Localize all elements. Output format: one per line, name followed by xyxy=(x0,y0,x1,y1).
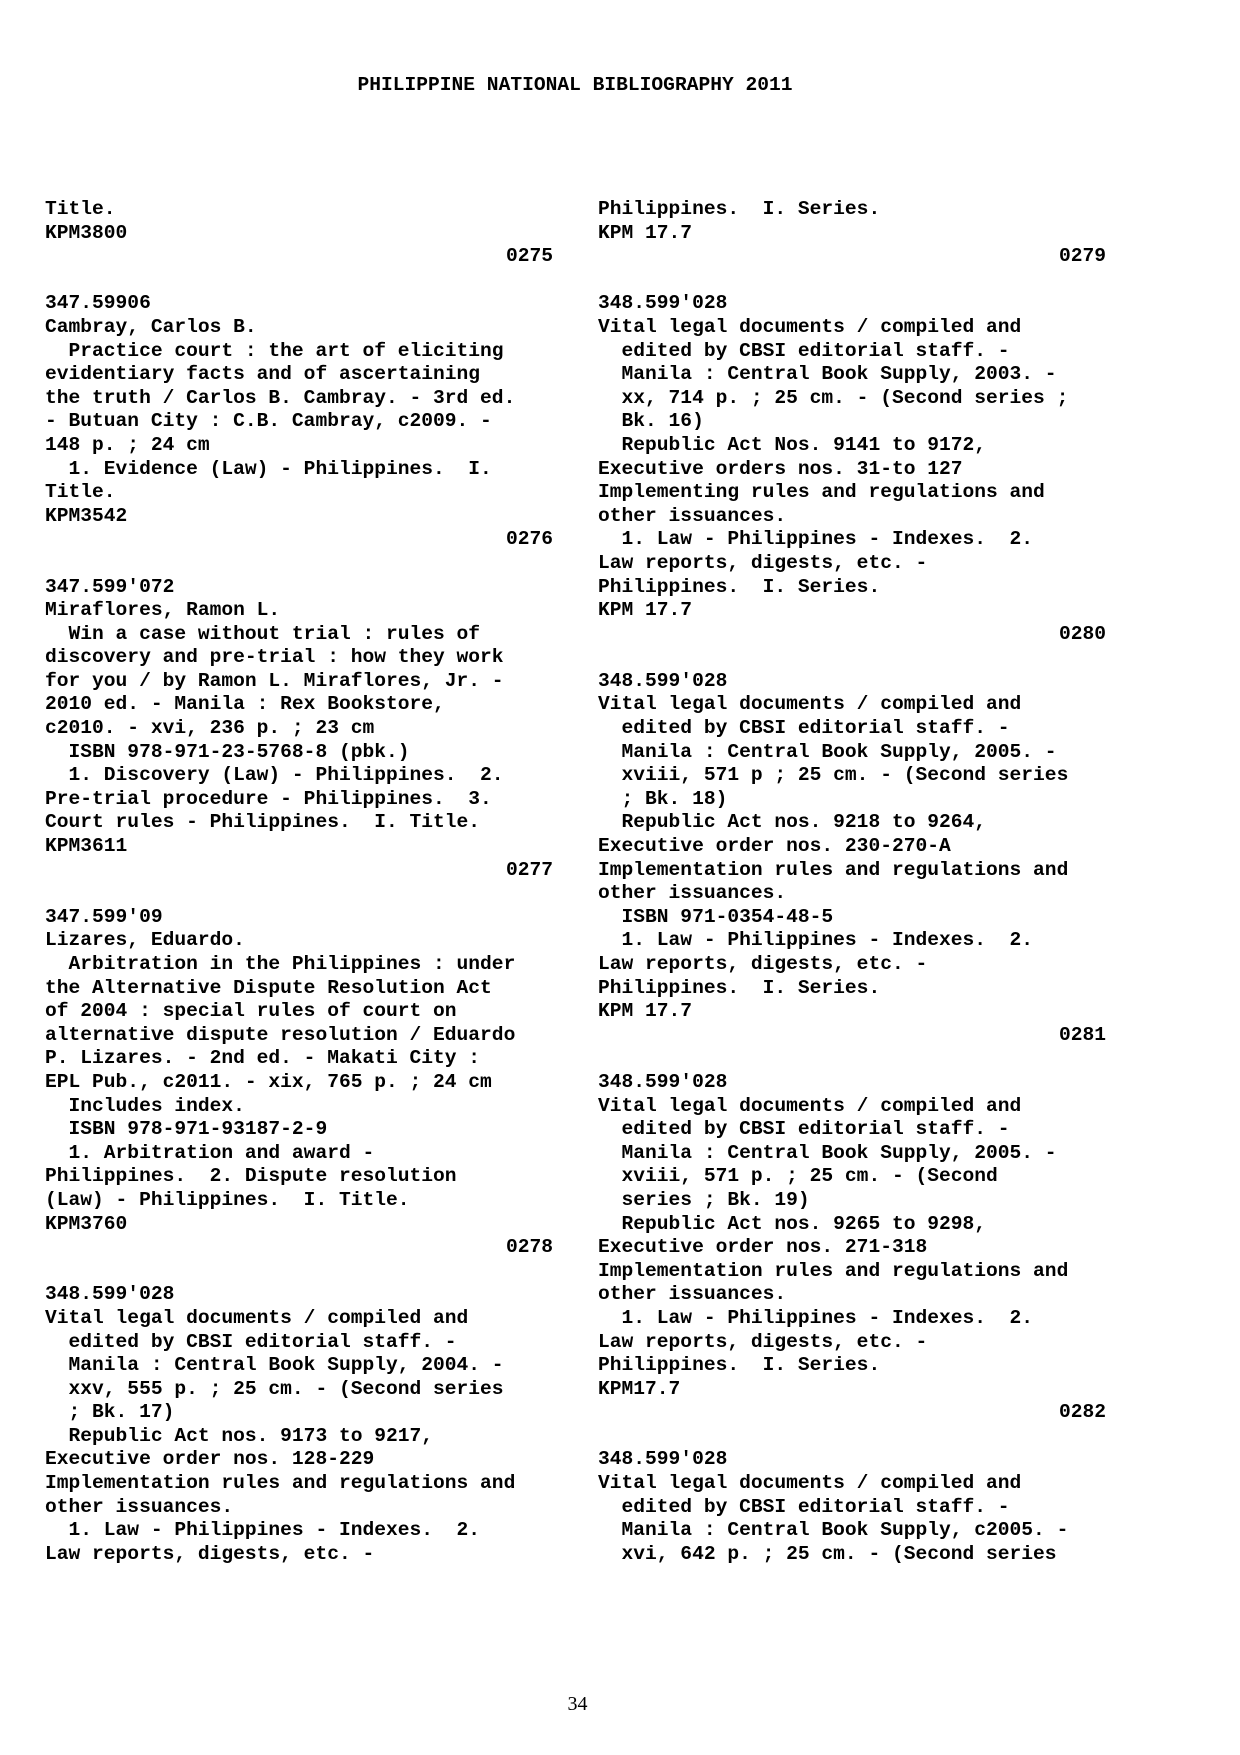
entry-line: Vital legal documents / compiled and xyxy=(598,1472,1022,1495)
page-number: 34 xyxy=(567,1693,588,1715)
page-header: PHILIPPINE NATIONAL BIBLIOGRAPHY 2011 xyxy=(357,74,793,96)
entry-line: Executive order nos. 271-318 xyxy=(598,1236,928,1259)
entry-line: discovery and pre-trial : how they work xyxy=(45,646,504,669)
entry-line: Manila : Central Book Supply, 2005. - xyxy=(598,740,1057,763)
entry-line: Vital legal documents / compiled and xyxy=(598,315,1022,338)
entry-line: other issuances. xyxy=(598,1283,787,1306)
entry-line: edited by CBSI editorial staff. - xyxy=(598,717,1010,740)
entry-number: 0281 xyxy=(1058,1023,1106,1046)
blank-line xyxy=(598,269,1106,293)
entry-line: 148 p. ; 24 cm xyxy=(45,433,210,456)
entry-line: xviii, 571 p. ; 25 cm. - (Second xyxy=(598,1165,998,1188)
entry-line: xvi, 642 p. ; 25 cm. - (Second series xyxy=(598,1542,1057,1565)
entry-number: 0282 xyxy=(1058,1401,1106,1424)
entry-line: the truth / Carlos B. Cambray. - 3rd ed. xyxy=(45,386,516,409)
entry-line: 348.599'028 xyxy=(598,1448,728,1471)
entry-line: ISBN 971-0354-48-5 xyxy=(598,905,834,928)
entry-line: 1. Law - Philippines - Indexes. 2. xyxy=(598,929,1034,952)
entry-line: 348.599'028 xyxy=(598,1070,728,1093)
entry-line: series ; Bk. 19) xyxy=(598,1188,810,1211)
entry-line: edited by CBSI editorial staff. - xyxy=(598,1495,1010,1518)
entry-line: Manila : Central Book Supply, c2005. - xyxy=(598,1519,1069,1542)
entry-line: the Alternative Dispute Resolution Act xyxy=(45,976,492,999)
entry-line: ; Bk. 18) xyxy=(598,787,728,810)
entry-number: 0278 xyxy=(505,1236,553,1259)
entry-line: 2010 ed. - Manila : Rex Bookstore, xyxy=(45,693,445,716)
entry-line: Implementation rules and regulations and xyxy=(598,858,1069,881)
entry-line: Manila : Central Book Supply, 2003. - xyxy=(598,363,1057,386)
entry-line: Philippines. I. Series. xyxy=(598,198,881,220)
entry-line: - Butuan City : C.B. Cambray, c2009. - xyxy=(45,410,492,433)
entry-line: Implementing rules and regulations and xyxy=(598,481,1045,504)
entry-line: Republic Act Nos. 9141 to 9172, xyxy=(598,433,987,456)
entry-line: 1. Law - Philippines - Indexes. 2. xyxy=(45,1519,481,1542)
entry-line: Practice court : the art of eliciting xyxy=(45,339,504,362)
blank-line xyxy=(598,646,1106,670)
entry-line: Law reports, digests, etc. - xyxy=(598,953,928,975)
entry-line: Win a case without trial : rules of xyxy=(45,622,481,645)
entry-line: 1. Discovery (Law) - Philippines. 2. xyxy=(45,764,504,787)
entry-line: evidentiary facts and of ascertaining xyxy=(45,363,481,386)
entry-line: 348.599'028 xyxy=(598,669,728,692)
entry-line: Bk. 16) xyxy=(598,410,704,433)
entry-line: Executive orders nos. 31-to 127 xyxy=(598,457,963,480)
entry-line: 1. Evidence (Law) - Philippines. I. xyxy=(45,457,492,480)
entry-line: 1. Law - Philippines - Indexes. 2. xyxy=(598,1306,1034,1329)
entry-number: 0276 xyxy=(505,528,553,551)
entry-line: Manila : Central Book Supply, 2004. - xyxy=(45,1354,504,1377)
entry-line: Implementation rules and regulations and xyxy=(45,1472,516,1495)
blank-line xyxy=(45,882,553,906)
entry-line: Republic Act nos. 9218 to 9264, xyxy=(598,811,987,834)
entry-line: EPL Pub., c2011. - xix, 765 p. ; 24 cm xyxy=(45,1070,492,1093)
entry-line: KPM17.7 xyxy=(598,1377,681,1400)
entry-line: Title. xyxy=(45,198,116,220)
entry-line: Philippines. I. Series. xyxy=(598,976,881,999)
entry-line: Vital legal documents / compiled and xyxy=(598,1094,1022,1117)
entry-line: 348.599'028 xyxy=(598,292,728,315)
entry-number: 0277 xyxy=(505,858,553,881)
entry-line: for you / by Ramon L. Miraflores, Jr. - xyxy=(45,669,504,692)
entry-line: ; Bk. 17) xyxy=(45,1401,175,1424)
entry-line: 1. Law - Philippines - Indexes. 2. xyxy=(598,528,1034,551)
entry-line: edited by CBSI editorial staff. - xyxy=(598,1118,1010,1141)
entry-line: c2010. - xvi, 236 p. ; 23 cm xyxy=(45,717,375,740)
entry-line: Republic Act nos. 9173 to 9217, xyxy=(45,1424,434,1447)
entry-line: KPM3542 xyxy=(45,504,128,527)
entry-line: xxv, 555 p. ; 25 cm. - (Second series xyxy=(45,1377,504,1400)
entry-line: ISBN 978-971-93187-2-9 xyxy=(45,1118,328,1141)
entry-line: KPM 17.7 xyxy=(598,1000,693,1023)
blank-line xyxy=(598,1425,1106,1449)
entry-line: Pre-trial procedure - Philippines. 3. xyxy=(45,787,492,810)
entry-line: ISBN 978-971-23-5768-8 (pbk.) xyxy=(45,740,410,763)
entry-line: Philippines. I. Series. xyxy=(598,575,881,598)
entry-number: 0280 xyxy=(1058,622,1106,645)
entry-line: other issuances. xyxy=(598,504,787,527)
entry-line: KPM3800 xyxy=(45,221,128,244)
entry-line: xx, 714 p. ; 25 cm. - (Second series ; xyxy=(598,386,1069,409)
entry-line: Philippines. 2. Dispute resolution xyxy=(45,1165,457,1188)
blank-line xyxy=(45,552,553,576)
entry-line: 1. Arbitration and award - xyxy=(45,1141,375,1164)
entry-line: Title. xyxy=(45,481,116,504)
entry-line: (Law) - Philippines. I. Title. xyxy=(45,1188,410,1211)
left-column xyxy=(45,198,553,1566)
entry-line: KPM3611 xyxy=(45,835,128,858)
entry-line: 347.599'09 xyxy=(45,905,163,928)
entry-number: 0275 xyxy=(505,245,553,268)
entry-line: edited by CBSI editorial staff. - xyxy=(598,339,1010,362)
entry-line: Arbitration in the Philippines : under xyxy=(45,953,516,975)
entry-line: other issuances. xyxy=(45,1495,234,1518)
entry-line: Miraflores, Ramon L. xyxy=(45,599,281,622)
entry-line: Executive order nos. 230-270-A xyxy=(598,835,951,858)
entry-line: Executive order nos. 128-229 xyxy=(45,1448,375,1471)
entry-line: Law reports, digests, etc. - xyxy=(598,1330,928,1353)
entry-line: other issuances. xyxy=(598,882,787,905)
blank-line xyxy=(45,269,553,293)
entry-line: Vital legal documents / compiled and xyxy=(45,1306,469,1329)
entry-line: Manila : Central Book Supply, 2005. - xyxy=(598,1141,1057,1164)
entry-line: Law reports, digests, etc. - xyxy=(598,551,928,574)
entry-line: of 2004 : special rules of court on xyxy=(45,1000,457,1023)
entry-number: 0279 xyxy=(1058,245,1106,268)
blank-line xyxy=(598,1047,1106,1071)
entry-line: xviii, 571 p ; 25 cm. - (Second series xyxy=(598,764,1069,787)
entry-line: 347.59906 xyxy=(45,292,151,315)
blank-line xyxy=(45,1260,553,1284)
entry-line: alternative dispute resolution / Eduardo xyxy=(45,1023,516,1046)
entry-line: Philippines. I. Series. xyxy=(598,1354,881,1377)
entry-line: edited by CBSI editorial staff. - xyxy=(45,1330,457,1353)
entry-line: KPM3760 xyxy=(45,1212,128,1235)
entry-line: Cambray, Carlos B. xyxy=(45,315,257,338)
entry-line: 348.599'028 xyxy=(45,1283,175,1306)
entry-line: KPM 17.7 xyxy=(598,221,693,244)
entry-line: Law reports, digests, etc. - xyxy=(45,1542,375,1565)
entry-line: 347.599'072 xyxy=(45,575,175,598)
entry-line: Includes index. xyxy=(45,1094,245,1117)
entry-line: Republic Act nos. 9265 to 9298, xyxy=(598,1212,987,1235)
entry-line: Lizares, Eduardo. xyxy=(45,929,245,952)
entry-line: Court rules - Philippines. I. Title. xyxy=(45,811,481,834)
entry-line: KPM 17.7 xyxy=(598,599,693,622)
entry-line: Implementation rules and regulations and xyxy=(598,1259,1069,1282)
entry-line: P. Lizares. - 2nd ed. - Makati City : xyxy=(45,1047,481,1070)
entry-line: Vital legal documents / compiled and xyxy=(598,693,1022,716)
right-column xyxy=(598,198,1106,1566)
